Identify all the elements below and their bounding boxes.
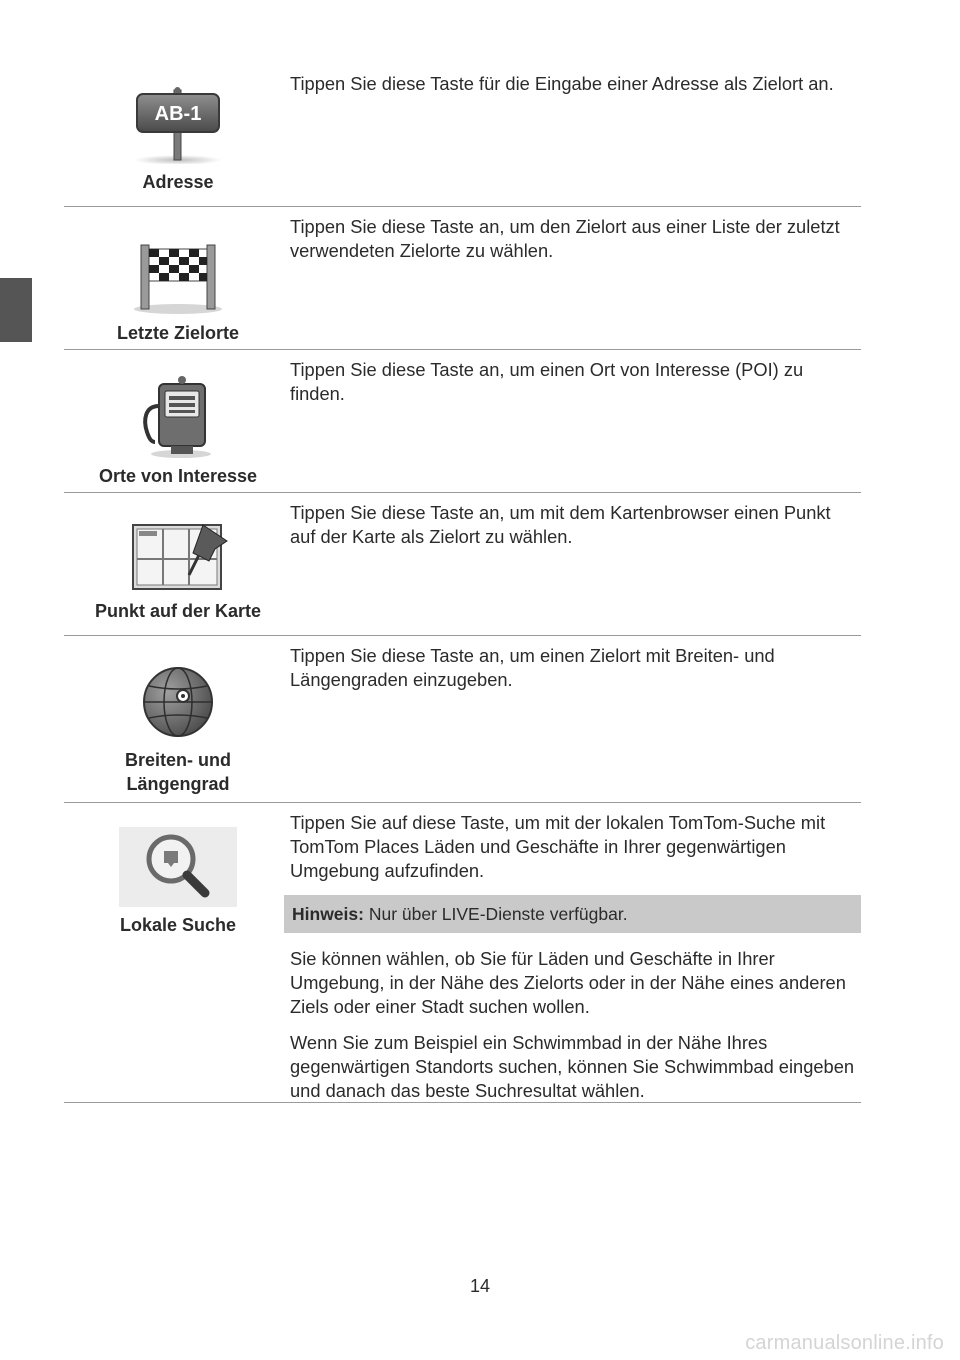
option-label: Lokale Suche: [119, 915, 237, 935]
option-cell: [64, 827, 292, 937]
description-cell: [290, 636, 861, 716]
checkered-flag-icon: [123, 237, 233, 315]
table-row: [64, 803, 861, 1103]
menu-options-table: [64, 64, 861, 1103]
address-sign-icon: [123, 64, 233, 164]
description-cell: [290, 207, 861, 287]
description-cell: [290, 803, 861, 1127]
table-row: [64, 350, 861, 493]
option-label: Adresse: [142, 172, 214, 192]
page-number: 14: [469, 1276, 491, 1296]
description-paragraph: Wenn Sie zum Beispiel ein Schwimmbad in der Nähe Ihres gegenwärtigen Standorts suchen, können Sie Schwimmbad eingeben und danach das beste Suchresultat wählen.: [290, 1032, 855, 1101]
description-cell: [290, 350, 861, 430]
option-label: Letzte Zielorte: [116, 323, 240, 343]
table-row: [64, 636, 861, 803]
description-cell: [290, 493, 861, 573]
description-paragraph: Tippen Sie diese Taste an, um einen Zielort mit Breiten- und Längengraden einzugeben.: [290, 645, 775, 690]
note-box: [284, 895, 861, 933]
description-paragraph: Tippen Sie diese Taste für die Eingabe einer Adresse als Zielort an.: [290, 73, 834, 94]
description-paragraph: Tippen Sie diese Taste an, um mit dem Kartenbrowser einen Punkt auf der Karte als Zielort zu wählen.: [290, 502, 831, 547]
option-label: Punkt auf der Karte: [94, 601, 262, 621]
note-text: Nur über LIVE-Dienste verfügbar.: [368, 904, 628, 924]
description-paragraph: Tippen Sie diese Taste an, um den Zielort aus einer Liste der zuletzt verwendeten Zielorte zu wählen.: [290, 216, 840, 261]
map-pin-icon: [123, 517, 233, 593]
sign-text: AB-1: [154, 103, 202, 125]
fuel-pump-icon: [123, 376, 233, 458]
option-cell: [64, 662, 292, 796]
chapter-tab: [0, 278, 32, 342]
option-cell: [64, 517, 292, 623]
description-cell: [290, 64, 861, 120]
description-paragraph: Tippen Sie auf diese Taste, um mit der lokalen TomTom-Suche mit TomTom Places Läden und Geschäfte in Ihrer gegenwärtigen Umgebung aufzufinden.: [290, 812, 826, 881]
globe-icon: [123, 662, 233, 742]
option-label: Orte von Interesse: [98, 466, 258, 486]
table-row: [64, 64, 861, 207]
option-cell: [64, 64, 292, 194]
note-label: Hinweis:: [292, 904, 364, 924]
description-paragraph: Tippen Sie diese Taste an, um einen Ort von Interesse (POI) zu finden.: [290, 359, 804, 404]
description-paragraph: Sie können wählen, ob Sie für Läden und Geschäfte in Ihrer Umgebung, in der Nähe des Zielorts oder in der Nähe eines anderen Ziels oder einer Stadt suchen wollen.: [290, 948, 846, 1017]
option-cell: [64, 237, 292, 345]
option-cell: [64, 376, 292, 488]
magnifier-icon: [119, 827, 237, 907]
table-row: [64, 207, 861, 350]
watermark: carmanualsonline.info: [745, 1332, 944, 1354]
option-label: Breiten- und Längengrad: [125, 750, 231, 794]
table-row: [64, 493, 861, 636]
